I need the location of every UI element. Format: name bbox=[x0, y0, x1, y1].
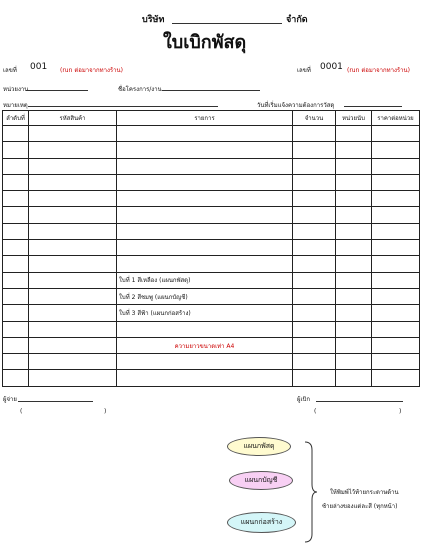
table-cell[interactable] bbox=[336, 321, 372, 337]
table-cell[interactable] bbox=[336, 158, 372, 174]
table-cell[interactable] bbox=[29, 191, 117, 207]
legend-note-line2: ซ้ายล่างของแต่ละสี (ทุกหน้า) bbox=[322, 503, 398, 510]
table-cell[interactable] bbox=[372, 158, 420, 174]
table-row bbox=[3, 256, 420, 272]
table-cell[interactable] bbox=[336, 337, 372, 353]
table-cell[interactable] bbox=[336, 223, 372, 239]
table-cell[interactable] bbox=[372, 370, 420, 386]
right-doc-no-note: (run ต่อมาจากทางร้าน) bbox=[347, 67, 410, 74]
copy-note: ใบที่ 3 สีฟ้า (แผนกก่อสร้าง) bbox=[119, 309, 191, 317]
table-cell[interactable] bbox=[117, 256, 293, 272]
oval-supplies-label: แผนกพัสดุ bbox=[243, 442, 275, 450]
table-cell[interactable] bbox=[29, 126, 117, 142]
table-cell[interactable] bbox=[293, 207, 336, 223]
col-header-price: ราคาต่อหน่วย bbox=[372, 111, 420, 126]
table-cell[interactable] bbox=[29, 256, 117, 272]
table-cell[interactable] bbox=[293, 321, 336, 337]
table-cell[interactable] bbox=[117, 174, 293, 190]
table-cell[interactable] bbox=[117, 191, 293, 207]
table-row bbox=[3, 337, 420, 353]
note-label: หมายเหตุ bbox=[3, 102, 28, 109]
table-cell[interactable] bbox=[372, 223, 420, 239]
date-line[interactable] bbox=[344, 106, 402, 107]
col-header-qty: จำนวน bbox=[293, 111, 336, 126]
oval-construction-dept bbox=[227, 512, 296, 533]
department-label: หน่วยงาน bbox=[3, 86, 29, 93]
table-cell[interactable] bbox=[336, 240, 372, 256]
table-cell[interactable] bbox=[3, 321, 29, 337]
table-cell[interactable] bbox=[293, 256, 336, 272]
oval-accounting-label: แผนกบัญชี bbox=[244, 476, 278, 484]
table-header-row bbox=[3, 111, 420, 126]
table-cell[interactable] bbox=[372, 272, 420, 288]
table-cell[interactable] bbox=[336, 288, 372, 304]
table-row bbox=[3, 288, 420, 304]
table-cell[interactable] bbox=[293, 354, 336, 370]
table-cell[interactable] bbox=[293, 126, 336, 142]
table-cell[interactable] bbox=[3, 142, 29, 158]
table-cell[interactable] bbox=[372, 305, 420, 321]
table-cell[interactable] bbox=[372, 256, 420, 272]
recorder-paren-close: ) bbox=[399, 408, 402, 415]
table-cell[interactable] bbox=[117, 370, 293, 386]
project-label: ชื่อโครงการ/งาน bbox=[118, 86, 162, 93]
table-cell[interactable] bbox=[372, 337, 420, 353]
company-prefix: บริษัท bbox=[142, 15, 165, 25]
table-cell[interactable] bbox=[29, 321, 117, 337]
table-cell[interactable] bbox=[3, 126, 29, 142]
col-header-code: รหัสสินค้า bbox=[29, 111, 117, 126]
table-cell[interactable] bbox=[293, 288, 336, 304]
table-cell[interactable] bbox=[3, 256, 29, 272]
table-cell[interactable] bbox=[29, 223, 117, 239]
table-row bbox=[3, 223, 420, 239]
payer-label: ผู้จ่าย bbox=[3, 396, 17, 403]
recorder-paren-open: ( bbox=[314, 408, 317, 415]
copy-note: ใบที่ 2 สีชมพู (แผนกบัญชี) bbox=[119, 293, 188, 301]
table-cell[interactable] bbox=[336, 126, 372, 142]
table-cell[interactable] bbox=[29, 158, 117, 174]
table-cell[interactable] bbox=[336, 174, 372, 190]
table-row bbox=[3, 207, 420, 223]
recorder-signature-line[interactable] bbox=[316, 401, 403, 402]
table-cell[interactable] bbox=[29, 370, 117, 386]
table-cell[interactable] bbox=[3, 207, 29, 223]
table-cell[interactable] bbox=[117, 354, 293, 370]
oval-accounting-dept bbox=[229, 471, 293, 490]
table-cell[interactable] bbox=[117, 240, 293, 256]
table-cell[interactable] bbox=[3, 223, 29, 239]
table-cell[interactable] bbox=[117, 207, 293, 223]
company-name-line bbox=[172, 23, 282, 24]
table-cell[interactable] bbox=[336, 142, 372, 158]
table-cell[interactable] bbox=[336, 272, 372, 288]
table-cell[interactable] bbox=[3, 240, 29, 256]
recorder-label: ผู้เบิก bbox=[297, 396, 311, 403]
table-cell[interactable] bbox=[3, 158, 29, 174]
project-line[interactable] bbox=[162, 90, 260, 91]
oval-supplies-dept bbox=[227, 437, 291, 456]
table-cell[interactable] bbox=[372, 288, 420, 304]
payer-paren-close: ) bbox=[104, 408, 107, 415]
table-cell[interactable] bbox=[3, 174, 29, 190]
table-cell[interactable] bbox=[336, 256, 372, 272]
table-cell[interactable] bbox=[3, 288, 29, 304]
table-cell[interactable] bbox=[293, 240, 336, 256]
table-cell[interactable] bbox=[293, 223, 336, 239]
table-cell[interactable] bbox=[336, 191, 372, 207]
table-cell[interactable] bbox=[117, 288, 293, 304]
table-cell[interactable] bbox=[293, 337, 336, 353]
table-row bbox=[3, 370, 420, 386]
table-cell[interactable] bbox=[372, 207, 420, 223]
items-table bbox=[2, 110, 420, 387]
table-cell[interactable] bbox=[117, 337, 293, 353]
table-cell[interactable] bbox=[29, 272, 117, 288]
table-cell[interactable] bbox=[336, 207, 372, 223]
table-cell[interactable] bbox=[336, 305, 372, 321]
table-cell[interactable] bbox=[117, 272, 293, 288]
payer-paren-open: ( bbox=[20, 408, 23, 415]
table-row bbox=[3, 142, 420, 158]
note-line[interactable] bbox=[28, 106, 218, 107]
left-doc-no-label: เลขที่ bbox=[3, 67, 17, 74]
table-cell[interactable] bbox=[293, 191, 336, 207]
table-cell[interactable] bbox=[293, 142, 336, 158]
table-cell[interactable] bbox=[372, 321, 420, 337]
table-cell[interactable] bbox=[3, 305, 29, 321]
date-label: วันที่เริ่มแจ้งความต้องการวัสดุ bbox=[257, 102, 335, 109]
table-cell[interactable] bbox=[29, 207, 117, 223]
table-cell[interactable] bbox=[3, 354, 29, 370]
table-cell[interactable] bbox=[117, 223, 293, 239]
table-cell[interactable] bbox=[29, 142, 117, 158]
size-note: ความยาวขนาดเท่า A4 bbox=[174, 342, 235, 350]
legend-note-line1: ให้พิมพ์ไว้ท้ายกระดาษด้าน bbox=[330, 489, 399, 496]
department-line[interactable] bbox=[26, 90, 88, 91]
table-cell[interactable] bbox=[372, 174, 420, 190]
oval-construction-label: แผนกก่อสร้าง bbox=[240, 518, 283, 526]
table-cell[interactable] bbox=[372, 240, 420, 256]
table-cell[interactable] bbox=[29, 174, 117, 190]
table-row bbox=[3, 272, 420, 288]
table-cell[interactable] bbox=[29, 354, 117, 370]
col-header-seq: ลำดับที่ bbox=[3, 111, 29, 126]
table-cell[interactable] bbox=[372, 191, 420, 207]
table-cell[interactable] bbox=[3, 337, 29, 353]
table-row bbox=[3, 354, 420, 370]
table-row bbox=[3, 158, 420, 174]
right-doc-no-label: เลขที่ bbox=[297, 67, 311, 74]
table-cell[interactable] bbox=[293, 272, 336, 288]
table-cell[interactable] bbox=[3, 370, 29, 386]
table-cell[interactable] bbox=[117, 126, 293, 142]
table-cell[interactable] bbox=[293, 174, 336, 190]
table-cell[interactable] bbox=[372, 354, 420, 370]
table-cell[interactable] bbox=[293, 370, 336, 386]
table-cell[interactable] bbox=[336, 370, 372, 386]
table-cell[interactable] bbox=[117, 158, 293, 174]
page-title: ใบเบิกพัสดุ bbox=[163, 32, 247, 53]
left-doc-no-note: (run ต่อมาจากทางร้าน) bbox=[60, 67, 123, 74]
legend-brace bbox=[303, 440, 319, 544]
table-cell[interactable] bbox=[3, 272, 29, 288]
table-cell[interactable] bbox=[29, 337, 117, 353]
table-row bbox=[3, 126, 420, 142]
table-cell[interactable] bbox=[336, 354, 372, 370]
payer-signature-line[interactable] bbox=[18, 401, 93, 402]
table-cell[interactable] bbox=[29, 240, 117, 256]
copy-note: ใบที่ 1 สีเหลือง (แผนกพัสดุ) bbox=[119, 277, 191, 285]
company-suffix: จำกัด bbox=[286, 15, 308, 25]
table-cell[interactable] bbox=[117, 321, 293, 337]
table-row bbox=[3, 321, 420, 337]
table-cell[interactable] bbox=[29, 288, 117, 304]
table-cell[interactable] bbox=[3, 191, 29, 207]
table-cell[interactable] bbox=[293, 158, 336, 174]
table-row bbox=[3, 240, 420, 256]
table-cell[interactable] bbox=[293, 305, 336, 321]
table-cell[interactable] bbox=[117, 142, 293, 158]
table-row bbox=[3, 191, 420, 207]
table-cell[interactable] bbox=[29, 305, 117, 321]
table-cell[interactable] bbox=[117, 305, 293, 321]
table-cell[interactable] bbox=[372, 126, 420, 142]
table-row bbox=[3, 305, 420, 321]
col-header-unit: หน่วยนับ bbox=[336, 111, 372, 126]
table-row bbox=[3, 174, 420, 190]
left-doc-no-value: 001 bbox=[30, 62, 48, 72]
right-doc-no-value: 0001 bbox=[320, 62, 343, 72]
table-cell[interactable] bbox=[372, 142, 420, 158]
col-header-item: รายการ bbox=[117, 111, 293, 126]
